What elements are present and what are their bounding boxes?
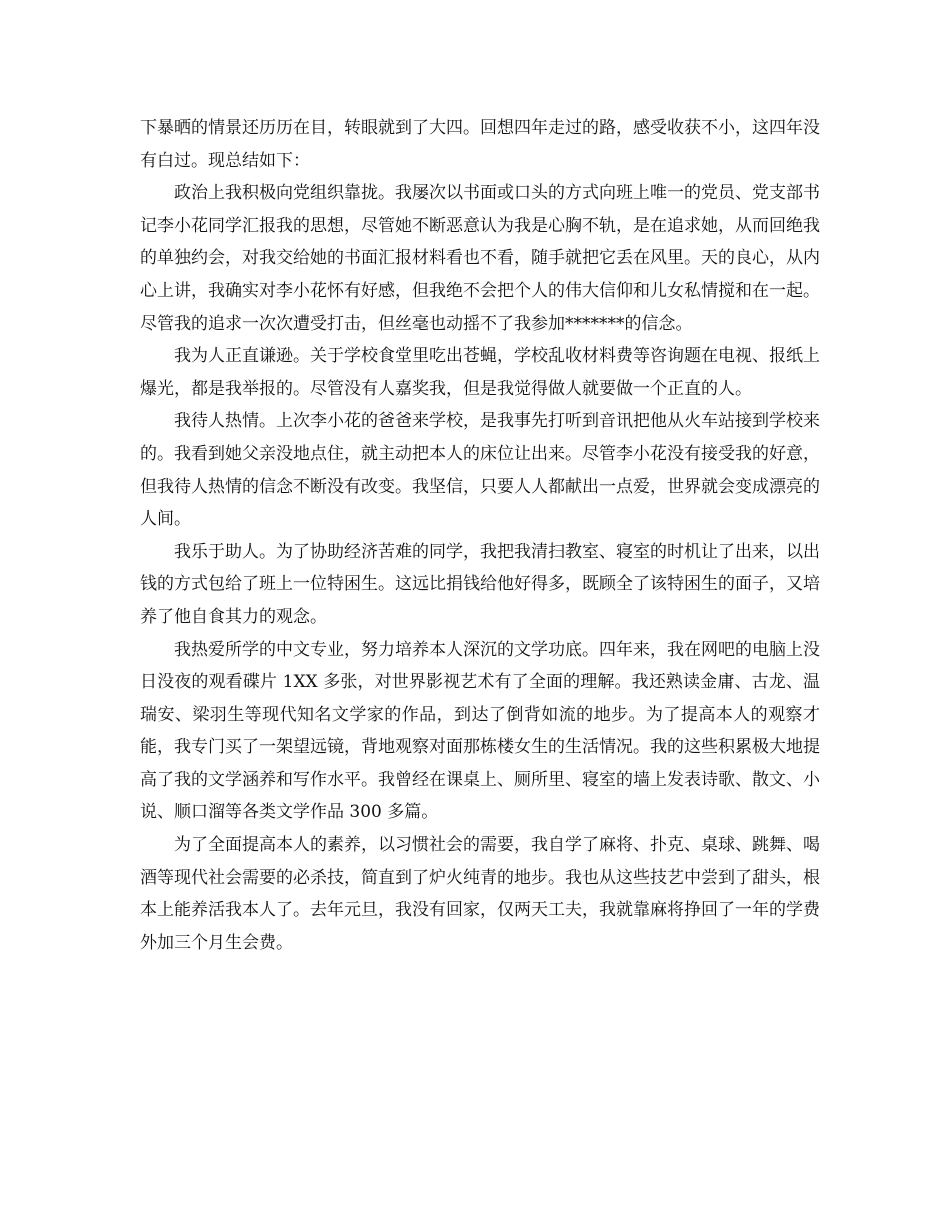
paragraph-summary-intro: 下暴晒的情景还历历在目，转眼就到了大四。回想四年走过的路，感受收获不小，这四年没有白过。现总结如下：: [140, 118, 820, 171]
paragraph-politics: 政治上我积极向党组织靠拢。我屡次以书面或口头的方式向班上唯一的党员、党支部书记李小花同学汇报我的思想，尽管她不断恶意认为我是心胸不轨，是在追求她，从而回绝我的单独约会，对我交给她的书面汇报材料看也不看，随手就把它丢在风里。天的良心，从内心上讲，我确实对李小花怀有好感，但我绝不会把个人的伟大信仰和儿女私情搅和在一起。尽管我的追求一次次遭受打击，但丝毫也动摇不了我参加*******的信念。: [140, 183, 820, 334]
paragraph-helpfulness: 我乐于助人。为了协助经济苦难的同学，我把我清扫教室、寝室的时机让了出来，以出钱的方式包给了班上一位特困生。这远比捐钱给他好得多，既顾全了该特困生的面子，又培养了他自食其力的观念。: [140, 541, 820, 627]
paragraph-warmth: 我待人热情。上次李小花的爸爸来学校，是我事先打听到音讯把他从火车站接到学校来的。我看到她父亲没地点住，就主动把本人的床位让出来。尽管李小花没有接受我的好意，但我待人热情的信念不断没有改变。我坚信，只要人人都献出一点爱，世界就会变成漂亮的人间。: [140, 411, 820, 530]
paragraph-major-study: 我热爱所学的中文专业，努力培养本人深沉的文学功底。四年来，我在网吧的电脑上没日没夜的观看碟片 1XX 多张，对世界影视艺术有了全面的理解。我还熟读金庸、古龙、温瑞安、梁羽生等现代知名文学家的作品，到达了倒背如流的地步。为了提高本人的观察才能，我专门买了一架望远镜，背地观察对面那栋楼女生的生活情况。我的这些积累极大地提高了我的文学涵养和写作水平。我曾经在课桌上、厕所里、寝室的墙上发表诗歌、散文、小说、顺口溜等各类文学作品 300 多篇。: [140, 639, 820, 823]
paragraph-skills: 为了全面提高本人的素养，以习惯社会的需要，我自学了麻将、扑克、桌球、跳舞、喝酒等现代社会需要的必杀技，简直到了炉火纯青的地步。我也从这些技艺中尝到了甜头，根本上能养活我本人了。去年元旦，我没有回家，仅两天工夫，我就靠麻将挣回了一年的学费外加三个月生会费。: [140, 835, 820, 953]
document-body: [140, 112, 820, 959]
paragraph-integrity: 我为人正直谦逊。关于学校食堂里吃出苍蝇，学校乱收材料费等咨询题在电视、报纸上爆光，都是我举报的。尽管没有人嘉奖我，但是我觉得做人就要做一个正直的人。: [140, 346, 820, 399]
